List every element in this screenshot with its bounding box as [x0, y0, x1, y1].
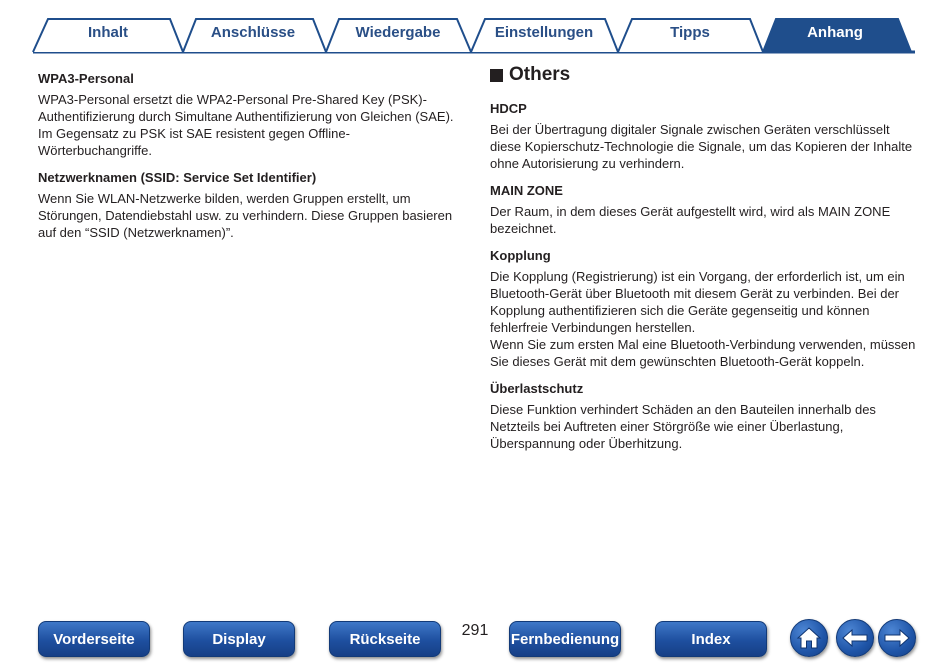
desc-line: Überspannung oder Überhitzung. [490, 436, 683, 451]
arrow-left-icon [841, 628, 869, 648]
tab-wiedergabe[interactable]: Wiedergabe [355, 24, 441, 41]
page-number: 291 [461, 622, 489, 639]
forward-button[interactable] [878, 619, 916, 657]
glossary-entry [490, 247, 920, 370]
rueckseite-button[interactable]: Rückseite [329, 621, 441, 657]
tab-einstellungen[interactable]: Einstellungen [494, 24, 594, 41]
desc-line: Sie dieses Gerät mit dem gewünschten Bluetooth-Gerät koppeln. [490, 354, 865, 369]
desc-line: Bei der Übertragung digitaler Signale zwischen Geräten verschlüsselt [490, 122, 890, 137]
desc-line: Wenn Sie zum ersten Mal eine Bluetooth-Verbindung verwenden, müssen [490, 337, 916, 352]
display-button[interactable]: Display [183, 621, 295, 657]
glossary-description [490, 268, 920, 370]
glossary-description [38, 190, 463, 241]
home-icon [796, 626, 822, 650]
desc-line: Authentifizierung durch Simultane Authentifizierung von Gleichen (SAE). [38, 109, 454, 124]
section-heading [490, 64, 920, 86]
section-title: Others [509, 64, 571, 85]
desc-line: Kopplung authentifizieren sich die Geräte gegenseitig und können [490, 303, 870, 318]
desc-line: Die Kopplung (Registrierung) ist ein Vorgang, der erforderlich ist, um ein [490, 269, 905, 284]
desc-line: bezeichnet. [490, 221, 557, 236]
desc-line: ohne Autorisierung zu verhindern. [490, 156, 685, 171]
desc-line: Diese Funktion verhindert Schäden an den Bauteilen innerhalb des [490, 402, 876, 417]
glossary-term: HDCP [490, 101, 527, 116]
glossary-description [490, 121, 920, 172]
glossary-entry [490, 182, 920, 237]
tab-inhalt[interactable]: Inhalt [88, 24, 128, 41]
glossary-entry [38, 70, 463, 159]
desc-line: auf den “SSID (Netzwerknamen)”. [38, 225, 234, 240]
arrow-right-icon [883, 628, 911, 648]
left-column [38, 70, 463, 251]
glossary-term: MAIN ZONE [490, 183, 563, 198]
desc-line: Im Gegensatz zu PSK ist SAE resistent gegen Offline-Wörterbuchangriffe. [38, 126, 350, 158]
desc-line: fehlerfreie Verbindungen herstellen. [490, 320, 696, 335]
desc-line: Bluetooth-Gerät über Bluetooth mit diesem Gerät zu verbinden. Bei der [490, 286, 899, 301]
glossary-description [38, 91, 463, 159]
glossary-term: Kopplung [490, 248, 551, 263]
home-button[interactable] [790, 619, 828, 657]
desc-line: Wenn Sie WLAN-Netzwerke bilden, werden Gruppen erstellt, um [38, 191, 411, 206]
glossary-entry [490, 380, 920, 452]
tab-anhang[interactable]: Anhang [807, 24, 863, 41]
glossary-entry [38, 169, 463, 241]
desc-line: Störungen, Datendiebstahl usw. zu verhindern. Diese Gruppen basieren [38, 208, 453, 223]
tab-tipps[interactable]: Tipps [670, 24, 710, 41]
desc-line: Der Raum, in dem dieses Gerät aufgestellt wird, wird als MAIN ZONE [490, 204, 891, 219]
glossary-description [490, 203, 920, 237]
vorderseite-button[interactable]: Vorderseite [38, 621, 150, 657]
index-button[interactable]: Index [655, 621, 767, 657]
glossary-term: Netzwerknamen (SSID: Service Set Identifier) [38, 170, 317, 185]
desc-line: WPA3-Personal ersetzt die WPA2-Personal Pre-Shared Key (PSK)- [38, 92, 427, 107]
desc-line: diese Kopierschutz-Technologie die Signale, um das Kopieren der Inhalte [490, 139, 913, 154]
square-bullet-icon [490, 69, 503, 82]
back-button[interactable] [836, 619, 874, 657]
glossary-term: Überlastschutz [490, 381, 584, 396]
tab-bar [0, 0, 950, 60]
glossary-entry [490, 100, 920, 172]
glossary-description [490, 401, 920, 452]
desc-line: Netzteils bei Auftreten einer Störgröße wie einer Überlastung, [490, 419, 844, 434]
right-column [490, 64, 920, 462]
glossary-term: WPA3-Personal [38, 71, 134, 86]
fernbedienung-button[interactable]: Fernbedienung [509, 621, 621, 657]
tab-anschluesse[interactable]: Anschlüsse [210, 24, 296, 41]
